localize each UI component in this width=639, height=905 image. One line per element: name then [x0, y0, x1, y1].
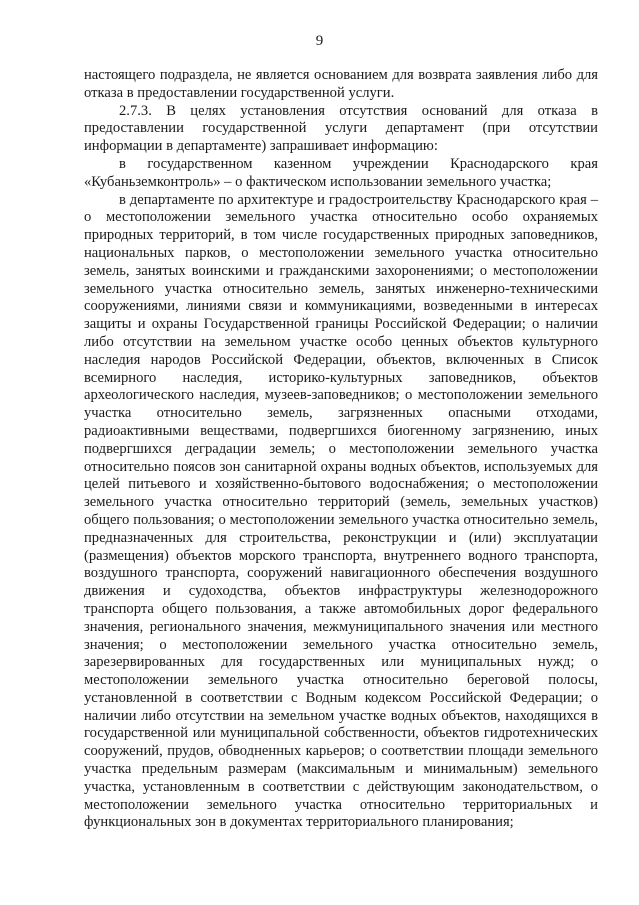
- document-body: [84, 67, 598, 832]
- paragraph-2-7-3: 2.7.3. В целях установления отсутствия оснований для отказа в предоставлении государственной услуги департамент (при отсутствии информации в департаменте) запрашивает информацию:: [84, 102, 598, 155]
- page-number: 9: [315, 33, 324, 49]
- paragraph-architecture-department: в департаменте по архитектуре и градостроительству Краснодарского края – о местоположении земельного участка относительно особо охраняемых природных территорий, в том числе государственных природных заповедников, национальных парков, о местоположении земельного участка относительно земель, занятых воинскими и гражданскими захоронениями; о местоположении земельного участка относительно земель, занятых инженерно-техническими сооружениями, линиями связи и коммуникациями, возведенными в интересах защиты и охраны Государственной границы Российской Федерации; о наличии либо отсутствии на земельном участке особо ценных объектов культурного наследия народов Российской Федерации, объектов, включенных в Список всемирного наследия, историко-культурных заповедников, объектов археологического наследия, музеев-заповедников; о местоположении земельного участка относительно земель, загрязненных опасными отходами, радиоактивными веществами, подвергшихся биогенному загрязнению, иных подвергшихся деградации земель; о местоположении земельного участка относительно поясов зон санитарной охраны водных объектов, используемых для целей питьевого и хозяйственно-бытового водоснабжения; о местоположении земельного участка относительно территорий (земель, земельных участков) общего пользования; о местоположении земельного участка относительно земель, предназначенных для строительства, реконструкции и (или) эксплуатации (размещения) объектов морского транспорта, внутреннего водного транспорта, воздушного транспорта, сооружений навигационного обеспечения воздушного движения и судоходства, объектов инфраструктуры железнодорожного транспорта общего пользования, а также автомобильных дорог федерального значения, регионального значения, межмуниципального значения или местного значения; о местоположении земельного участка относительно земель, зарезервированных для государственных или муниципальных нужд; о местоположении земельного участка относительно береговой полосы, установленной в соответствии с Водным кодексом Российской Федерации; о наличии либо отсутствии на земельном участке водных объектов, находящихся в государственной или муниципальной собственности, объектов гидротехнических сооружений, прудов, обводненных карьеров; о соответствии площади земельного участка предельным размерам (максимальным и минимальным) земельного участка, установленным в соответствии с действующим законодательством, о местоположении земельного участка относительно территориальных и функциональных зон в документах территориального планирования;: [84, 191, 598, 831]
- paragraph-kubanzemkontrol: в государственном казенном учреждении Краснодарского края «Кубаньземконтроль» – о фактическом использовании земельного участка;: [84, 155, 598, 190]
- paragraph-continuation: настоящего подраздела, не является основанием для возврата заявления либо для отказа в предоставлении государственной услуги.: [84, 67, 598, 101]
